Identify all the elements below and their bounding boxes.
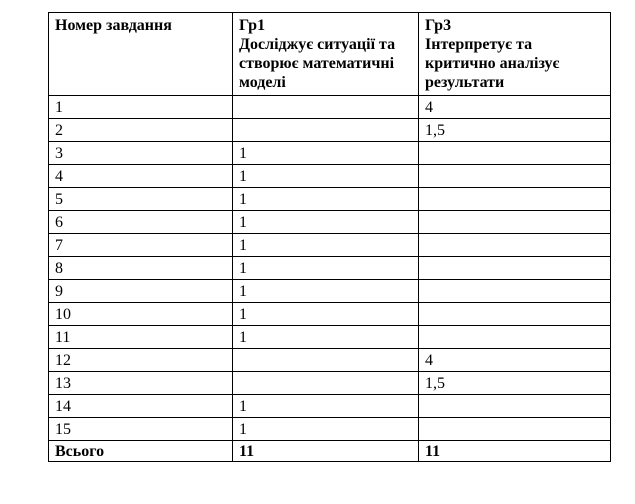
group-3-cell: 1,5 <box>419 372 611 395</box>
group-3-cell <box>419 395 611 418</box>
total-group-3: 11 <box>419 441 611 462</box>
table-row <box>49 280 611 303</box>
task-number-cell: 1 <box>49 96 233 119</box>
header-group-3 <box>419 13 611 96</box>
header-group-1 <box>233 13 419 96</box>
total-row <box>49 441 611 462</box>
table-row <box>49 234 611 257</box>
group-3-cell <box>419 418 611 441</box>
group-3-cell <box>419 280 611 303</box>
group-3-cell: 4 <box>419 96 611 119</box>
group-3-cell <box>419 142 611 165</box>
group-1-cell: 1 <box>233 211 419 234</box>
group-3-cell <box>419 326 611 349</box>
task-number-cell: 15 <box>49 418 233 441</box>
group-3-cell <box>419 188 611 211</box>
group-1-cell: 1 <box>233 303 419 326</box>
task-number-cell: 13 <box>49 372 233 395</box>
group-1-cell <box>233 96 419 119</box>
group-1-cell: 1 <box>233 418 419 441</box>
header-group-1-description: Досліджує ситуації та створює математичні моделі <box>239 36 396 91</box>
table-row <box>49 257 611 280</box>
header-group-1-title: Гр1 <box>239 17 266 34</box>
group-3-cell: 1,5 <box>419 119 611 142</box>
table-row <box>49 349 611 372</box>
table-row <box>49 211 611 234</box>
task-number-cell: 3 <box>49 142 233 165</box>
task-number-cell: 11 <box>49 326 233 349</box>
total-group-1: 11 <box>233 441 419 462</box>
task-number-cell: 14 <box>49 395 233 418</box>
table-row <box>49 372 611 395</box>
header-group-3-title: Гр3 <box>425 17 452 34</box>
table-row <box>49 119 611 142</box>
task-number-cell: 10 <box>49 303 233 326</box>
group-1-cell <box>233 372 419 395</box>
group-3-cell <box>419 257 611 280</box>
group-1-cell: 1 <box>233 188 419 211</box>
group-1-cell: 1 <box>233 234 419 257</box>
group-3-cell <box>419 234 611 257</box>
group-1-cell <box>233 349 419 372</box>
table-row <box>49 165 611 188</box>
group-1-cell: 1 <box>233 280 419 303</box>
table-row <box>49 418 611 441</box>
table-row <box>49 142 611 165</box>
total-label: Всього <box>49 441 233 462</box>
group-1-cell: 1 <box>233 326 419 349</box>
group-3-cell <box>419 303 611 326</box>
group-1-cell <box>233 119 419 142</box>
header-group-3-description: Інтерпретує та критично аналізує результати <box>425 36 560 91</box>
task-number-cell: 2 <box>49 119 233 142</box>
group-1-cell: 1 <box>233 165 419 188</box>
task-number-cell: 4 <box>49 165 233 188</box>
group-1-cell: 1 <box>233 395 419 418</box>
table-row <box>49 96 611 119</box>
task-number-cell: 9 <box>49 280 233 303</box>
table-row <box>49 326 611 349</box>
task-number-cell: 7 <box>49 234 233 257</box>
scores-table <box>48 12 611 462</box>
task-number-cell: 12 <box>49 349 233 372</box>
table-row <box>49 188 611 211</box>
table-row <box>49 395 611 418</box>
header-row <box>49 13 611 96</box>
task-number-cell: 5 <box>49 188 233 211</box>
group-3-cell <box>419 165 611 188</box>
table-body <box>49 96 611 441</box>
group-3-cell: 4 <box>419 349 611 372</box>
header-task-number: Номер завдання <box>49 13 233 96</box>
group-3-cell <box>419 211 611 234</box>
task-number-cell: 6 <box>49 211 233 234</box>
group-1-cell: 1 <box>233 142 419 165</box>
task-number-cell: 8 <box>49 257 233 280</box>
group-1-cell: 1 <box>233 257 419 280</box>
table-row <box>49 303 611 326</box>
